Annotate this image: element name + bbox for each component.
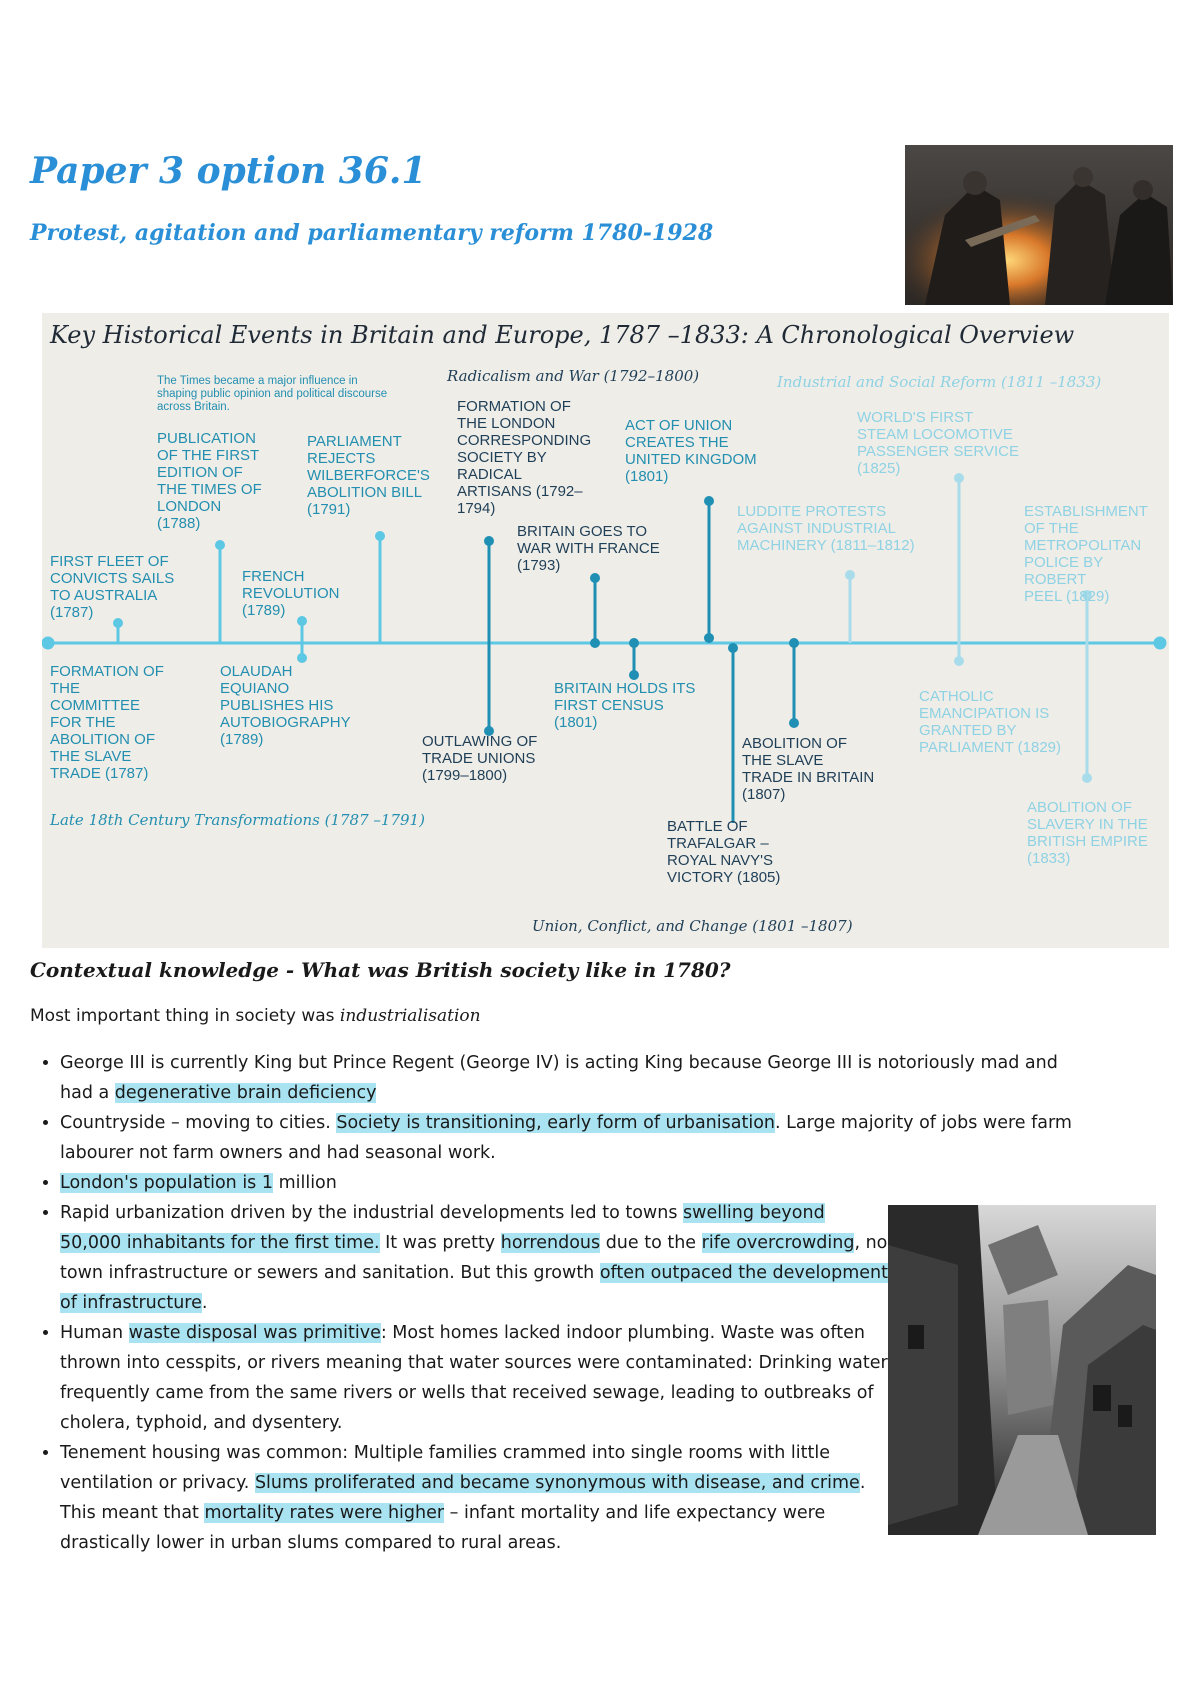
event-metropolitan-police: ESTABLISHMENT OF THE METROPOLITAN POLICE BY ROBERT PEEL (1829)	[1024, 503, 1148, 605]
highlight: often outpaced the development of infrastructure	[60, 1263, 888, 1313]
era-label-union: Union, Conflict, and Change (1801 –1807)	[532, 917, 853, 935]
bullet-text: , no town infrastructure or sewers and sanitation. But this growth	[60, 1233, 888, 1283]
bullet-text: million	[273, 1173, 337, 1193]
timeline-title: Key Historical Events in Britain and Europe, 1787 –1833: A Chronological Overview	[50, 321, 1075, 349]
era-label-industrial: Industrial and Social Reform (1811 –1833)	[777, 373, 1102, 391]
bullet-text: Tenement housing was common: Multiple families crammed into single rooms with little ventilation or privacy.	[60, 1443, 830, 1493]
marker-dot-parliament	[375, 531, 385, 541]
event-parliament: PARLIAMENT REJECTS WILBERFORCE'S ABOLITION BILL (1791)	[307, 433, 430, 518]
era-label-radicalism: Radicalism and War (1792–1800)	[447, 367, 700, 385]
highlight: Society is transitioning, early form of urbanisation	[336, 1113, 775, 1133]
highlight: degenerative brain deficiency	[114, 1083, 377, 1103]
event-war-with-france: BRITAIN GOES TO WAR WITH FRANCE (1793)	[517, 523, 660, 574]
marker-dot-act-union	[704, 496, 714, 506]
list-item	[60, 1318, 890, 1438]
marker-dot-luddite	[845, 570, 855, 580]
highlight: London's population is 1	[60, 1173, 273, 1193]
marker-dot-trafalgar-axis	[728, 643, 738, 653]
era-label-late-18th: Late 18th Century Transformations (1787 –1791)	[50, 811, 425, 829]
bullet-text: due to the	[600, 1233, 702, 1253]
context-lead	[30, 1006, 481, 1026]
list-item	[60, 1438, 890, 1558]
event-act-of-union: ACT OF UNION CREATES THE UNITED KINGDOM (1801)	[625, 417, 757, 485]
bullet-text: . This meant that	[60, 1473, 866, 1523]
bullet-text: George III is currently King but Prince Regent (George IV) is acting King because George III is notoriously mad and had a	[60, 1053, 1058, 1103]
context-lead-text: Most important thing in society was	[30, 1006, 340, 1026]
marker-dot-times	[215, 540, 225, 550]
event-first-census: BRITAIN HOLDS ITS FIRST CENSUS (1801)	[554, 680, 696, 731]
bullet-text: Human	[60, 1323, 129, 1343]
marker-dot-census-axis	[629, 638, 639, 648]
marker-dot-act-union-axis	[704, 633, 714, 643]
event-catholic-emancipation: CATHOLIC EMANCIPATION IS GRANTED BY PARLIAMENT (1829)	[919, 688, 1061, 756]
bullet-text: It was pretty	[379, 1233, 501, 1253]
marker-dot-abolition-trade	[789, 718, 799, 728]
event-abolition-slave-trade: ABOLITION OF THE SLAVE TRADE IN BRITAIN (1807)	[742, 735, 875, 803]
timeline-infographic	[42, 313, 1169, 948]
highlight: swelling beyond 50,000 inhabitants for the first time.	[60, 1203, 825, 1253]
marker-dot-war-france-axis	[590, 638, 600, 648]
marker-dot-war-france	[590, 573, 600, 583]
event-luddite: LUDDITE PROTESTS AGAINST INDUSTRIAL MACHINERY (1811–1812)	[737, 503, 915, 554]
marker-dot-corresponding	[484, 536, 494, 546]
protest-painting-image	[905, 145, 1173, 305]
context-heading: Contextual knowledge - What was British society like in 1780?	[30, 958, 731, 982]
highlight: Slums proliferated and became synonymous with disease, and crime	[254, 1473, 860, 1493]
page-title: Paper 3 option 36.1	[30, 150, 427, 192]
highlight: waste disposal was primitive	[128, 1323, 381, 1343]
bullet-text: . Large majority of jobs were farm labourer not farm owners and had seasonal work.	[60, 1113, 1072, 1163]
event-equiano: OLAUDAH EQUIANO PUBLISHES HIS AUTOBIOGRAPHY (1789)	[220, 663, 351, 748]
highlight: mortality rates were higher	[204, 1503, 445, 1523]
slum-photograph-image	[888, 1205, 1156, 1535]
event-first-fleet: FIRST FLEET OF CONVICTS SAILS TO AUSTRALIA (1787)	[50, 553, 175, 621]
bullet-text: Countryside – moving to cities.	[60, 1113, 337, 1133]
bullet-text: – infant mortality and life expectancy were drastically lower in urban slums compared to rural areas.	[60, 1503, 826, 1553]
highlight: horrendous	[500, 1233, 601, 1253]
event-trafalgar: BATTLE OF TRAFALGAR – ROYAL NAVY'S VICTORY (1805)	[667, 818, 781, 886]
event-abolition-slavery: ABOLITION OF SLAVERY IN THE BRITISH EMPIRE (1833)	[1027, 799, 1148, 867]
event-times: PUBLICATION OF THE FIRST EDITION OF THE TIMES OF LONDON (1788)	[157, 430, 262, 532]
list-item	[60, 1048, 1080, 1108]
event-french-revolution: FRENCH REVOLUTION (1789)	[242, 568, 340, 619]
bullet-text: .	[201, 1293, 208, 1313]
event-corresponding-society: FORMATION OF THE LONDON CORRESPONDING SOCIETY BY RADICAL ARTISANS (1792– 1794)	[457, 398, 592, 517]
event-trade-unions: OUTLAWING OF TRADE UNIONS (1799–1800)	[422, 733, 538, 784]
marker-dot-slavery	[1082, 773, 1092, 783]
page-subtitle: Protest, agitation and parliamentary reform 1780-1928	[30, 220, 714, 246]
timeline-axis-end-dot	[1155, 638, 1165, 648]
highlight: rife overcrowding	[701, 1233, 855, 1253]
timeline-axis-start-dot	[43, 638, 53, 648]
marker-dot-equiano	[297, 653, 307, 663]
list-item	[60, 1108, 1080, 1168]
bullet-text: : Most homes lacked indoor plumbing. Waste was often thrown into cesspits, or rivers meaning that water sources were contaminated: Drinking water frequently came from the same rivers or wells that received sewage, leading to outbreaks of cholera, typhoid, and dysentery.	[60, 1323, 888, 1433]
marker-dot-census	[629, 670, 639, 680]
bullet-text: Rapid urbanization driven by the industrial developments led to towns	[60, 1203, 684, 1223]
event-abolition-committee: FORMATION OF THE COMMITTEE FOR THE ABOLITION OF THE SLAVE TRADE (1787)	[50, 663, 164, 782]
list-item	[60, 1198, 890, 1318]
context-lead-emphasis: industrialisation	[339, 1006, 481, 1026]
event-locomotive: WORLD'S FIRST STEAM LOCOMOTIVE PASSENGER SERVICE (1825)	[857, 409, 1019, 477]
marker-dot-abolition-axis	[789, 638, 799, 648]
list-item	[60, 1168, 1080, 1198]
marker-dot-catholic	[954, 656, 964, 666]
times-influence-note: The Times became a major influence in shaping public opinion and political discourse across Britain.	[157, 375, 388, 413]
